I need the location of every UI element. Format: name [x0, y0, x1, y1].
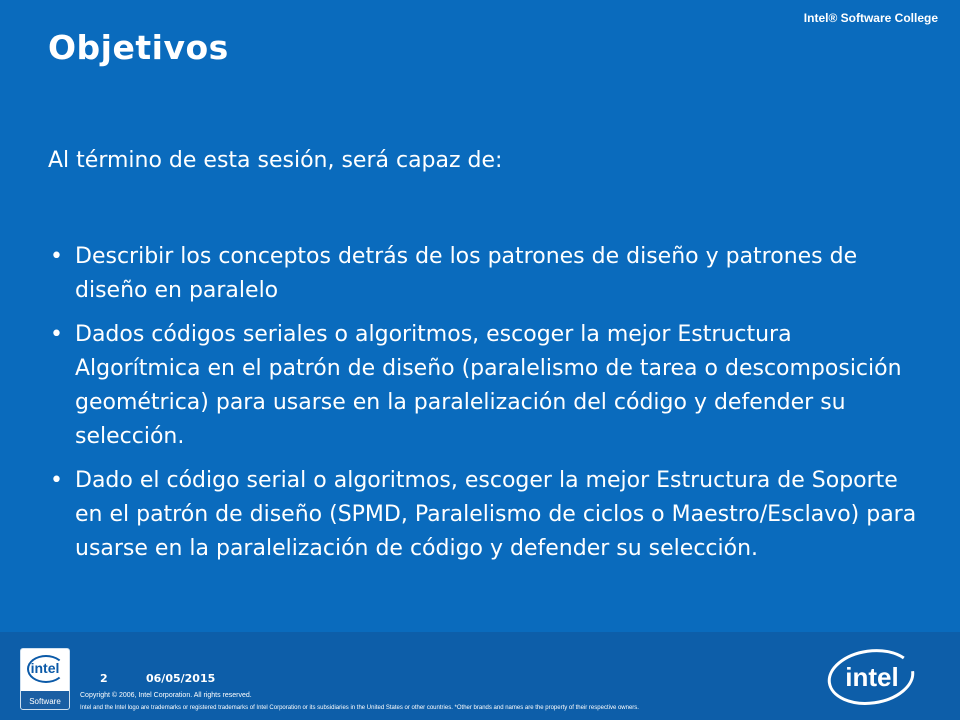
bullet-list — [48, 240, 918, 576]
legal-text: Intel and the Intel logo are trademarks or registered trademarks of Intel Corporation or its subsidiaries in the United States or other countries. *Other brands and names are the property of their respective owners. — [80, 705, 639, 711]
bullet-dot-icon: • — [50, 244, 63, 269]
slide-date: 06/05/2015 — [146, 672, 216, 685]
bullet-dot-icon: • — [50, 468, 63, 493]
slide-title: Objetivos — [48, 28, 229, 67]
bullet-text: Describir los conceptos detrás de los patrones de diseño y patrones de diseño en paralelo — [75, 244, 858, 303]
badge-label: Software — [29, 697, 61, 706]
bullet-item — [48, 464, 918, 566]
footer-bar — [0, 632, 960, 720]
bullet-text: Dado el código serial o algoritmos, escoger la mejor Estructura de Soporte en el patrón de diseño (SPMD, Paralelismo de ciclos o Maestro/Esclavo) para usarse en la paralelización de código y defender su selección. — [75, 468, 917, 561]
badge-logo-text: intel — [30, 660, 60, 676]
intel-logo-icon — [826, 648, 916, 706]
copyright-text: Copyright © 2006, Intel Corporation. All rights reserved. — [80, 692, 252, 699]
brand-label: Intel® Software College — [803, 11, 938, 25]
page-number: 2 — [100, 672, 108, 685]
intel-logo-text: intel — [845, 662, 899, 692]
bullet-text: Dados códigos seriales o algoritmos, escoger la mejor Estructura Algorítmica en el patrón de diseño (paralelismo de tarea o descomposición geométrica) para usarse en la paralelización del código y defender su selección. — [75, 322, 902, 449]
slide-intro: Al término de esta sesión, será capaz de: — [48, 148, 503, 173]
bullet-item — [48, 318, 918, 454]
bullet-dot-icon: • — [50, 322, 63, 347]
intel-software-badge-icon — [20, 648, 70, 710]
bullet-item — [48, 240, 918, 308]
